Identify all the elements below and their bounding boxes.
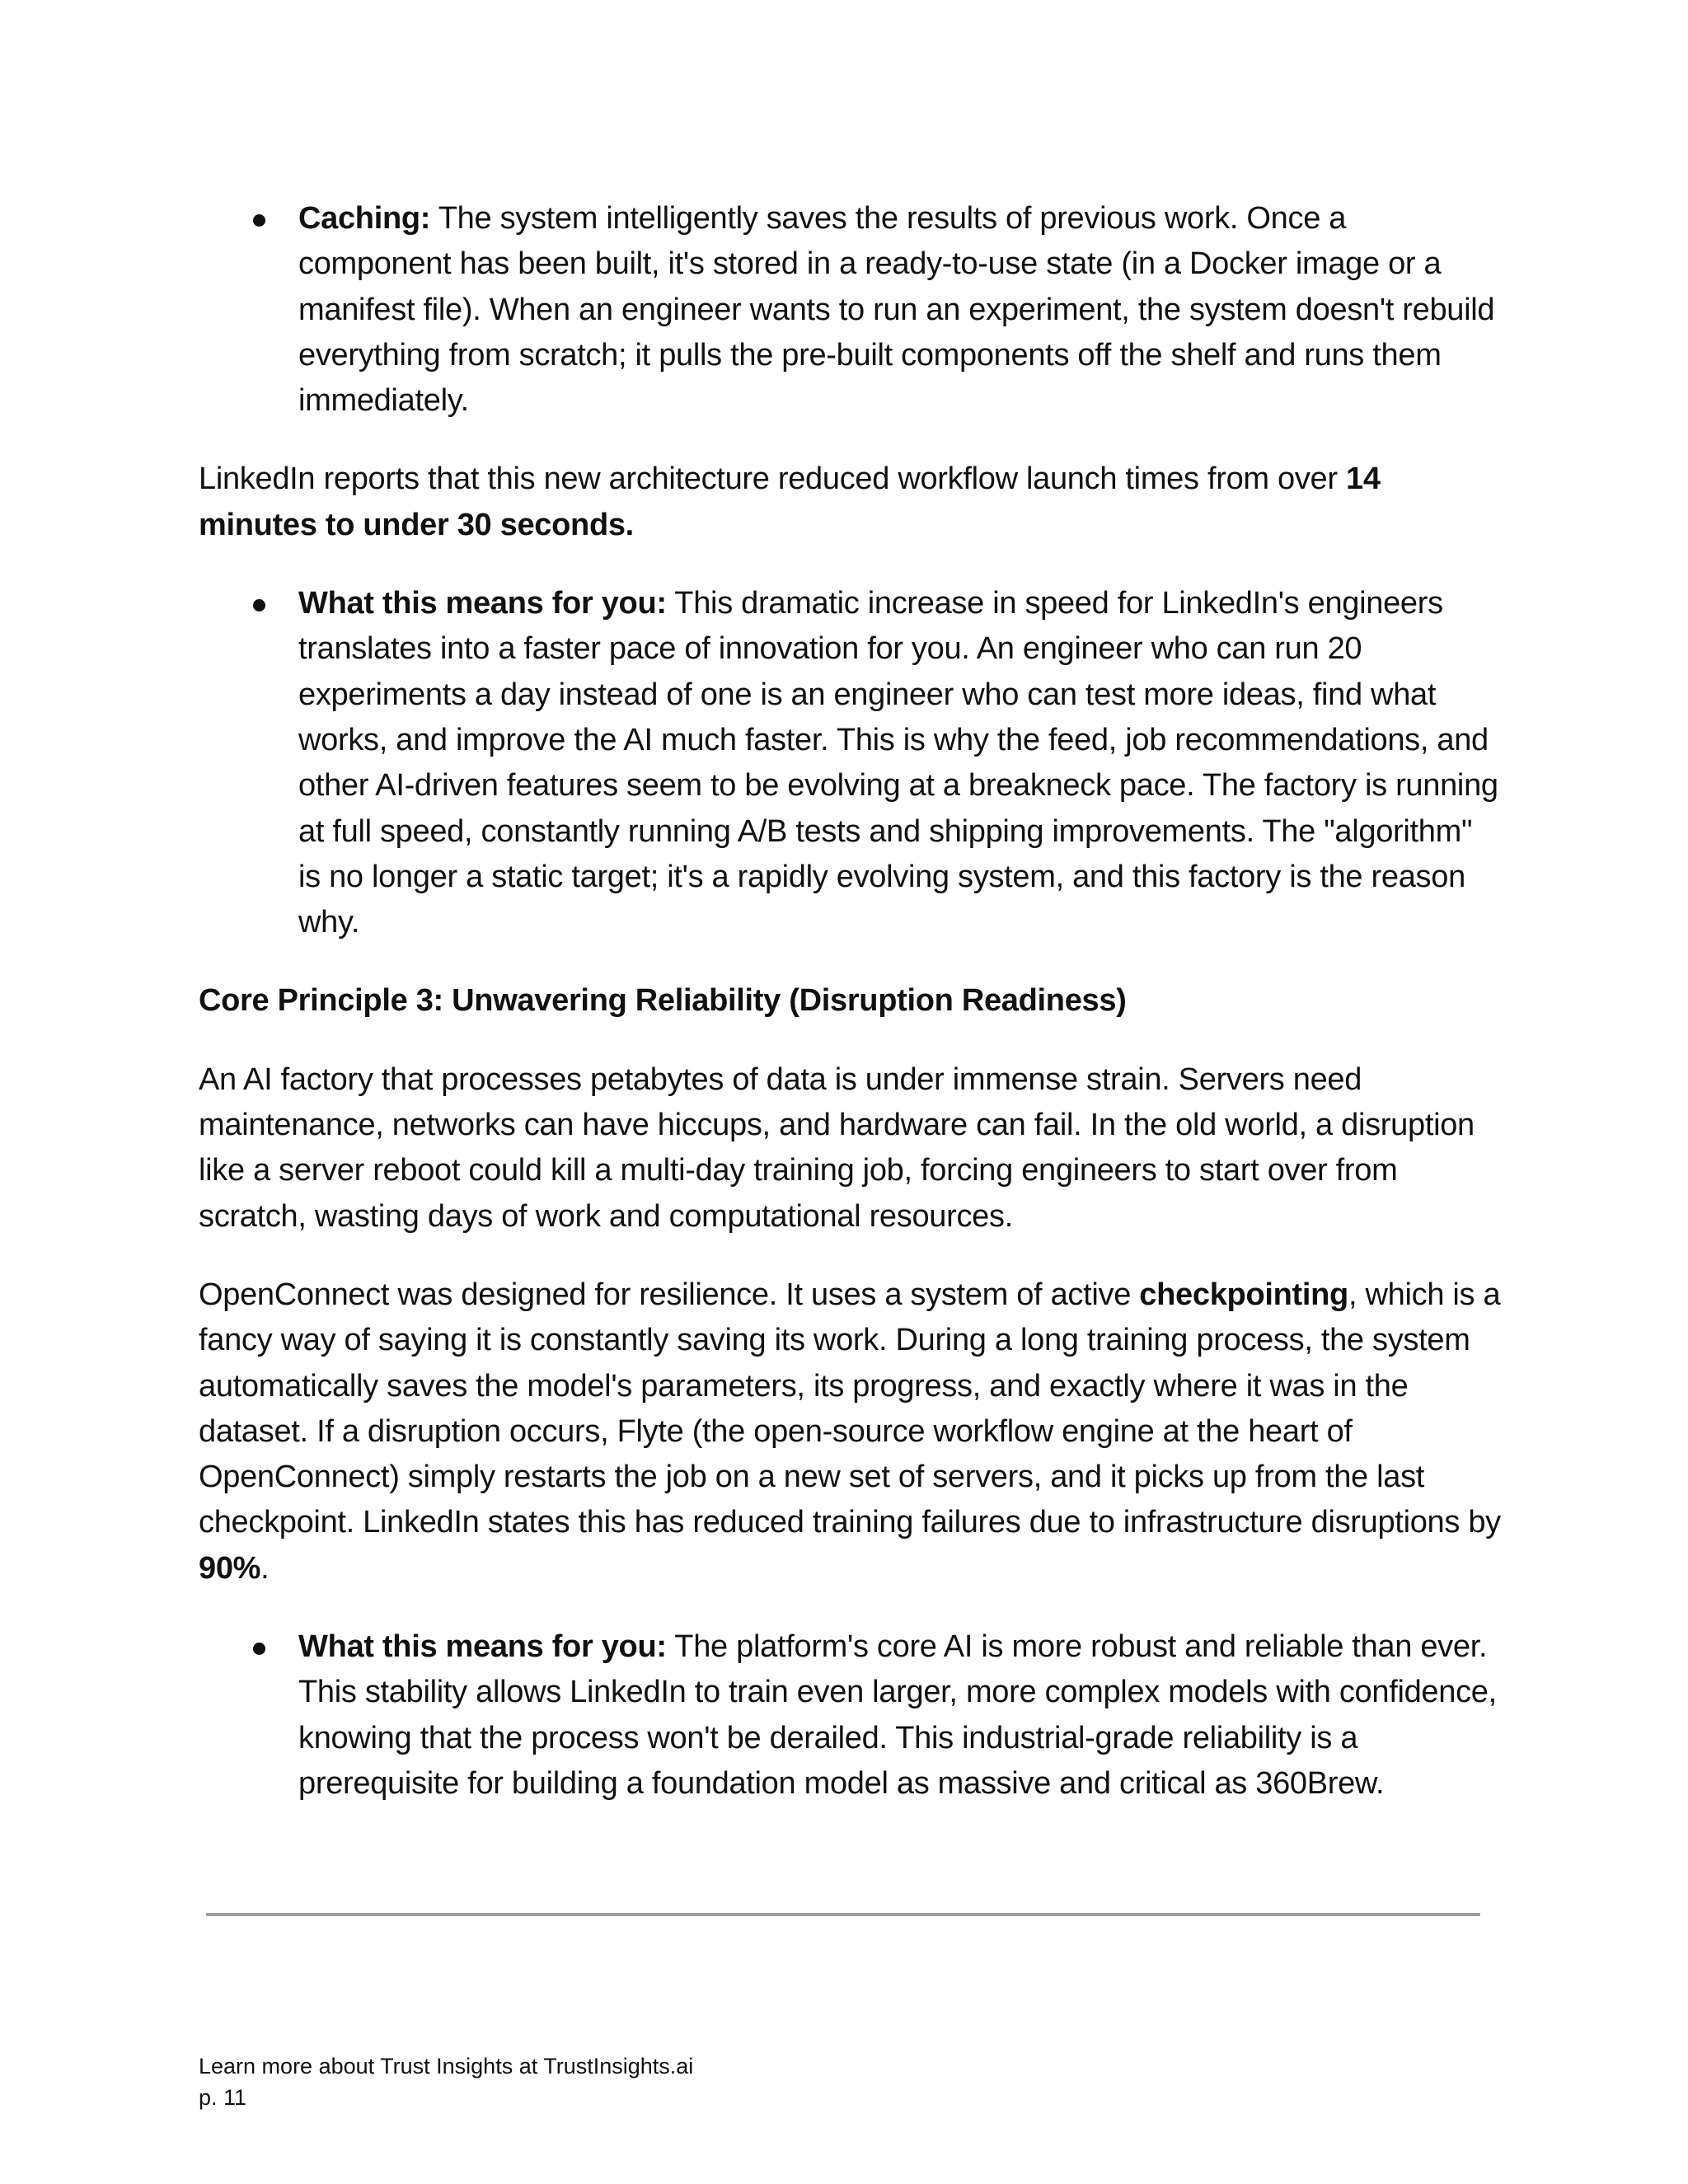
list-item-means-for-you bbox=[199, 581, 1501, 945]
paragraph-bold-stat: 90% bbox=[199, 1550, 261, 1586]
bullet-label: Caching: bbox=[298, 201, 431, 236]
list-item-means-for-you bbox=[199, 1624, 1501, 1807]
paragraph-launch-times bbox=[199, 457, 1501, 548]
paragraph-text: . bbox=[260, 1550, 270, 1586]
bullet-label: What this means for you: bbox=[298, 1629, 667, 1665]
paragraph-openconnect bbox=[199, 1272, 1501, 1591]
footer-page-number: p. 11 bbox=[199, 2085, 247, 2110]
bullet-text: This dramatic increase in speed for LinkedIn's engineers translates into a faster pace of innovation for you. An engineer who can run 20 experiments a day instead of one is an engineer who can test more ideas, find what works, and improve the AI much faster. This is why the feed, job recommendations, and other AI-driven features seem to be evolving at a breakneck pace. The factory is running at full speed, constantly running A/B tests and shipping improvements. The "algorithm" is no longer a static target; it's a rapidly evolving system, and this factory is the reason why. bbox=[298, 586, 1498, 940]
paragraph-bold-stat: 14 minutes to under 30 seconds. bbox=[199, 462, 1381, 542]
paragraph-text: LinkedIn reports that this new architecture reduced workflow launch times from over bbox=[199, 462, 1347, 497]
bullet-list-means-1 bbox=[199, 581, 1501, 945]
bullet-text: The system intelligently saves the results of previous work. Once a component has been built, it's stored in a ready-to-use state (in a Docker image or a manifest file). When an engineer wants to run an experiment, the system doesn't rebuild everything from scratch; it pulls the pre-built components off the shelf and runs them immediately. bbox=[298, 201, 1495, 419]
paragraph-bold-term: checkpointing bbox=[1139, 1277, 1348, 1312]
paragraph-text: OpenConnect was designed for resilience. It uses a system of active bbox=[199, 1277, 1140, 1312]
bullet-icon bbox=[253, 1643, 265, 1655]
bullet-icon bbox=[253, 214, 265, 227]
paragraph-text: , which is a fancy way of saying it is constantly saving its work. During a long training process, the system automatically saves the model's parameters, its progress, and exactly where it was in the dataset. If a disruption occurs, Flyte (the open-source workflow engine at the heart of OpenConnect) simply restarts the job on a new set of servers, and it picks up from the last checkpoint. LinkedIn states this has reduced training failures due to infrastructure disruptions by bbox=[199, 1277, 1501, 1540]
page-content bbox=[199, 196, 1501, 1840]
bullet-text: The platform's core AI is more robust and reliable than ever. This stability allows LinkedIn to train even larger, more complex models with confidence, knowing that the process won't be derailed. This industrial-grade reliability is a prerequisite for building a foundation model as massive and critical as 360Brew. bbox=[298, 1629, 1497, 1801]
page-footer bbox=[199, 2050, 693, 2113]
bullet-list-means-2 bbox=[199, 1624, 1501, 1807]
bullet-list-caching bbox=[199, 196, 1501, 424]
bullet-icon bbox=[253, 599, 265, 612]
list-item-caching bbox=[199, 196, 1501, 424]
footer-learn-more: Learn more about Trust Insights at TrustInsights.ai bbox=[199, 2054, 694, 2079]
paragraph-strain: An AI factory that processes petabytes of data is under immense strain. Servers need maintenance, networks can have hiccups, and hardware can fail. In the old world, a disruption like a server reboot could kill a multi-day training job, forcing engineers to start over from scratch, wasting days of work and computational resources. bbox=[199, 1062, 1475, 1234]
horizontal-divider bbox=[206, 1913, 1480, 1916]
bullet-label: What this means for you: bbox=[298, 586, 667, 621]
section-heading: Core Principle 3: Unwavering Reliability (Disruption Readiness) bbox=[199, 983, 1127, 1019]
